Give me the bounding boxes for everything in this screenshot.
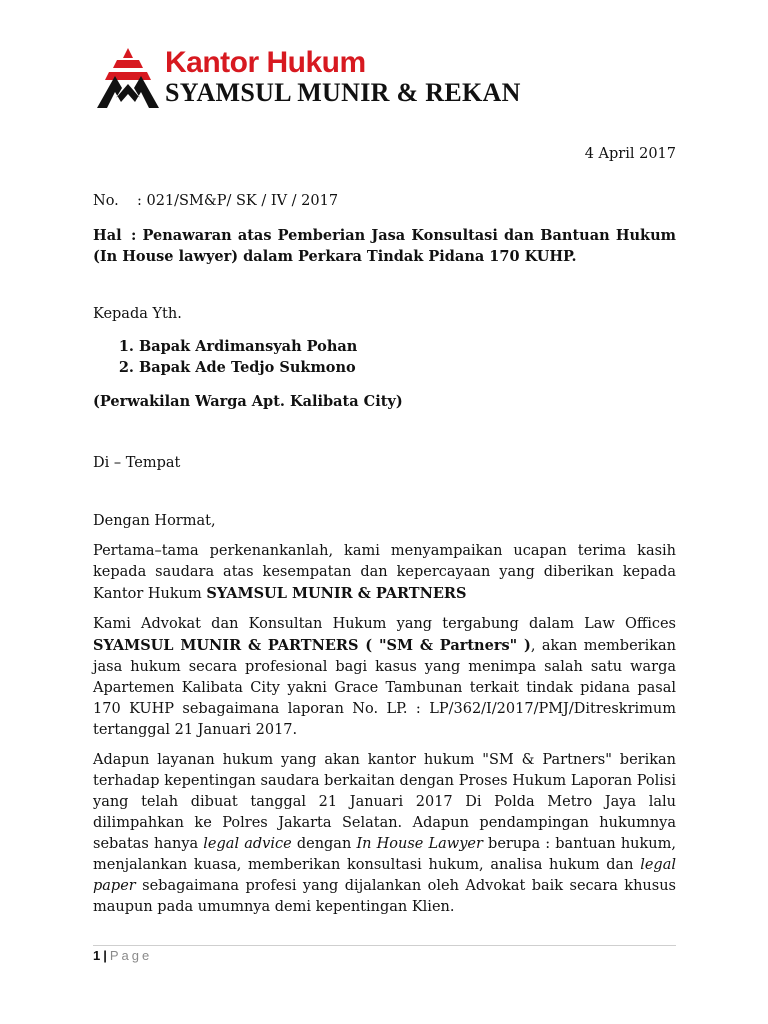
para3-part3: berupa : bantuan hukum, menjalankan kuasa, memberikan konsultasi hukum, analisa hukum dan bbox=[93, 836, 676, 873]
letterhead-logo bbox=[95, 46, 521, 110]
number-label: No. bbox=[93, 193, 119, 209]
para3-em1: legal advice bbox=[203, 836, 292, 852]
salutation-to: Kepada Yth. bbox=[93, 306, 182, 322]
para3-em2: In House Lawyer bbox=[356, 836, 483, 852]
subject-value: : Penawaran atas Pemberian Jasa Konsultasi dan Bantuan Hukum (In House lawyer) dalam Perkara Tindak Pidana 170 KUHP. bbox=[93, 227, 676, 265]
para2-firm: SYAMSUL MUNIR & PARTNERS ( "SM & Partners" ) bbox=[93, 637, 531, 654]
number-value: : 021/SM&P/ SK / IV / 2017 bbox=[137, 193, 339, 209]
para3-em3: legal paper bbox=[93, 857, 676, 894]
letter-number bbox=[93, 191, 676, 212]
page-footer bbox=[93, 948, 152, 963]
para3-part4: sebagaimana profesi yang dijalankan oleh Advokat baik secara khusus maupun pada umumnya demi kepentingan Klien. bbox=[93, 878, 676, 915]
recipient-item: 1. Bapak Ardimansyah Pohan bbox=[139, 336, 357, 357]
recipient-list bbox=[117, 336, 357, 378]
para3-part2: dengan bbox=[291, 836, 357, 852]
brand-subtitle: SYAMSUL MUNIR & REKAN bbox=[165, 78, 521, 107]
page-label: Page bbox=[109, 948, 153, 963]
place-line: Di – Tempat bbox=[93, 455, 181, 471]
law-office-emblem-icon bbox=[95, 46, 161, 110]
para1-text: Pertama–tama perkenankanlah, kami menyampaikan ucapan terima kasih kepada saudara atas kesempatan dan kepercayaan yang diberikan kepada Kantor Hukum bbox=[93, 543, 676, 602]
brand-title: Kantor Hukum bbox=[165, 46, 366, 79]
letter-subject bbox=[93, 225, 676, 267]
letter-date: 4 April 2017 bbox=[584, 146, 676, 162]
recipient-item: 2. Bapak Ade Tedjo Sukmono bbox=[139, 357, 357, 378]
footer-divider bbox=[93, 945, 676, 946]
paragraph-2 bbox=[93, 614, 676, 741]
para2-intro: Kami Advokat dan Konsultan Hukum yang tergabung dalam Law Offices bbox=[93, 616, 676, 632]
subject-label: Hal bbox=[93, 227, 122, 244]
paragraph-3 bbox=[93, 750, 676, 918]
para2-body: , akan memberikan jasa hukum secara profesional bagi kasus yang menimpa salah satu warga Apartemen Kalibata City yakni Grace Tambunan terkait tindak pidana pasal 170 KUHP sebagaimana laporan No. LP. : LP/362/I/2017/PMJ/Ditreskrimum tertanggal 21 Januari 2017. bbox=[93, 638, 676, 738]
para3-part1: Adapun layanan hukum yang akan kantor hukum "SM & Partners" berikan terhadap kepentingan saudara berkaitan dengan Proses Hukum Laporan Polisi yang telah dibuat tanggal 21 Januari 2017 Di Polda Metro Jaya lalu dilimpahkan ke Polres Jakarta Selatan. Adapun pendampingan hukumnya sebatas hanya bbox=[93, 752, 676, 852]
page-number: 1 bbox=[93, 948, 101, 963]
footer-separator: | bbox=[103, 948, 107, 963]
greeting: Dengan Hormat, bbox=[93, 513, 216, 529]
representation-note: (Perwakilan Warga Apt. Kalibata City) bbox=[93, 393, 403, 410]
para1-firm: SYAMSUL MUNIR & PARTNERS bbox=[206, 585, 467, 602]
paragraph-1 bbox=[93, 541, 676, 605]
